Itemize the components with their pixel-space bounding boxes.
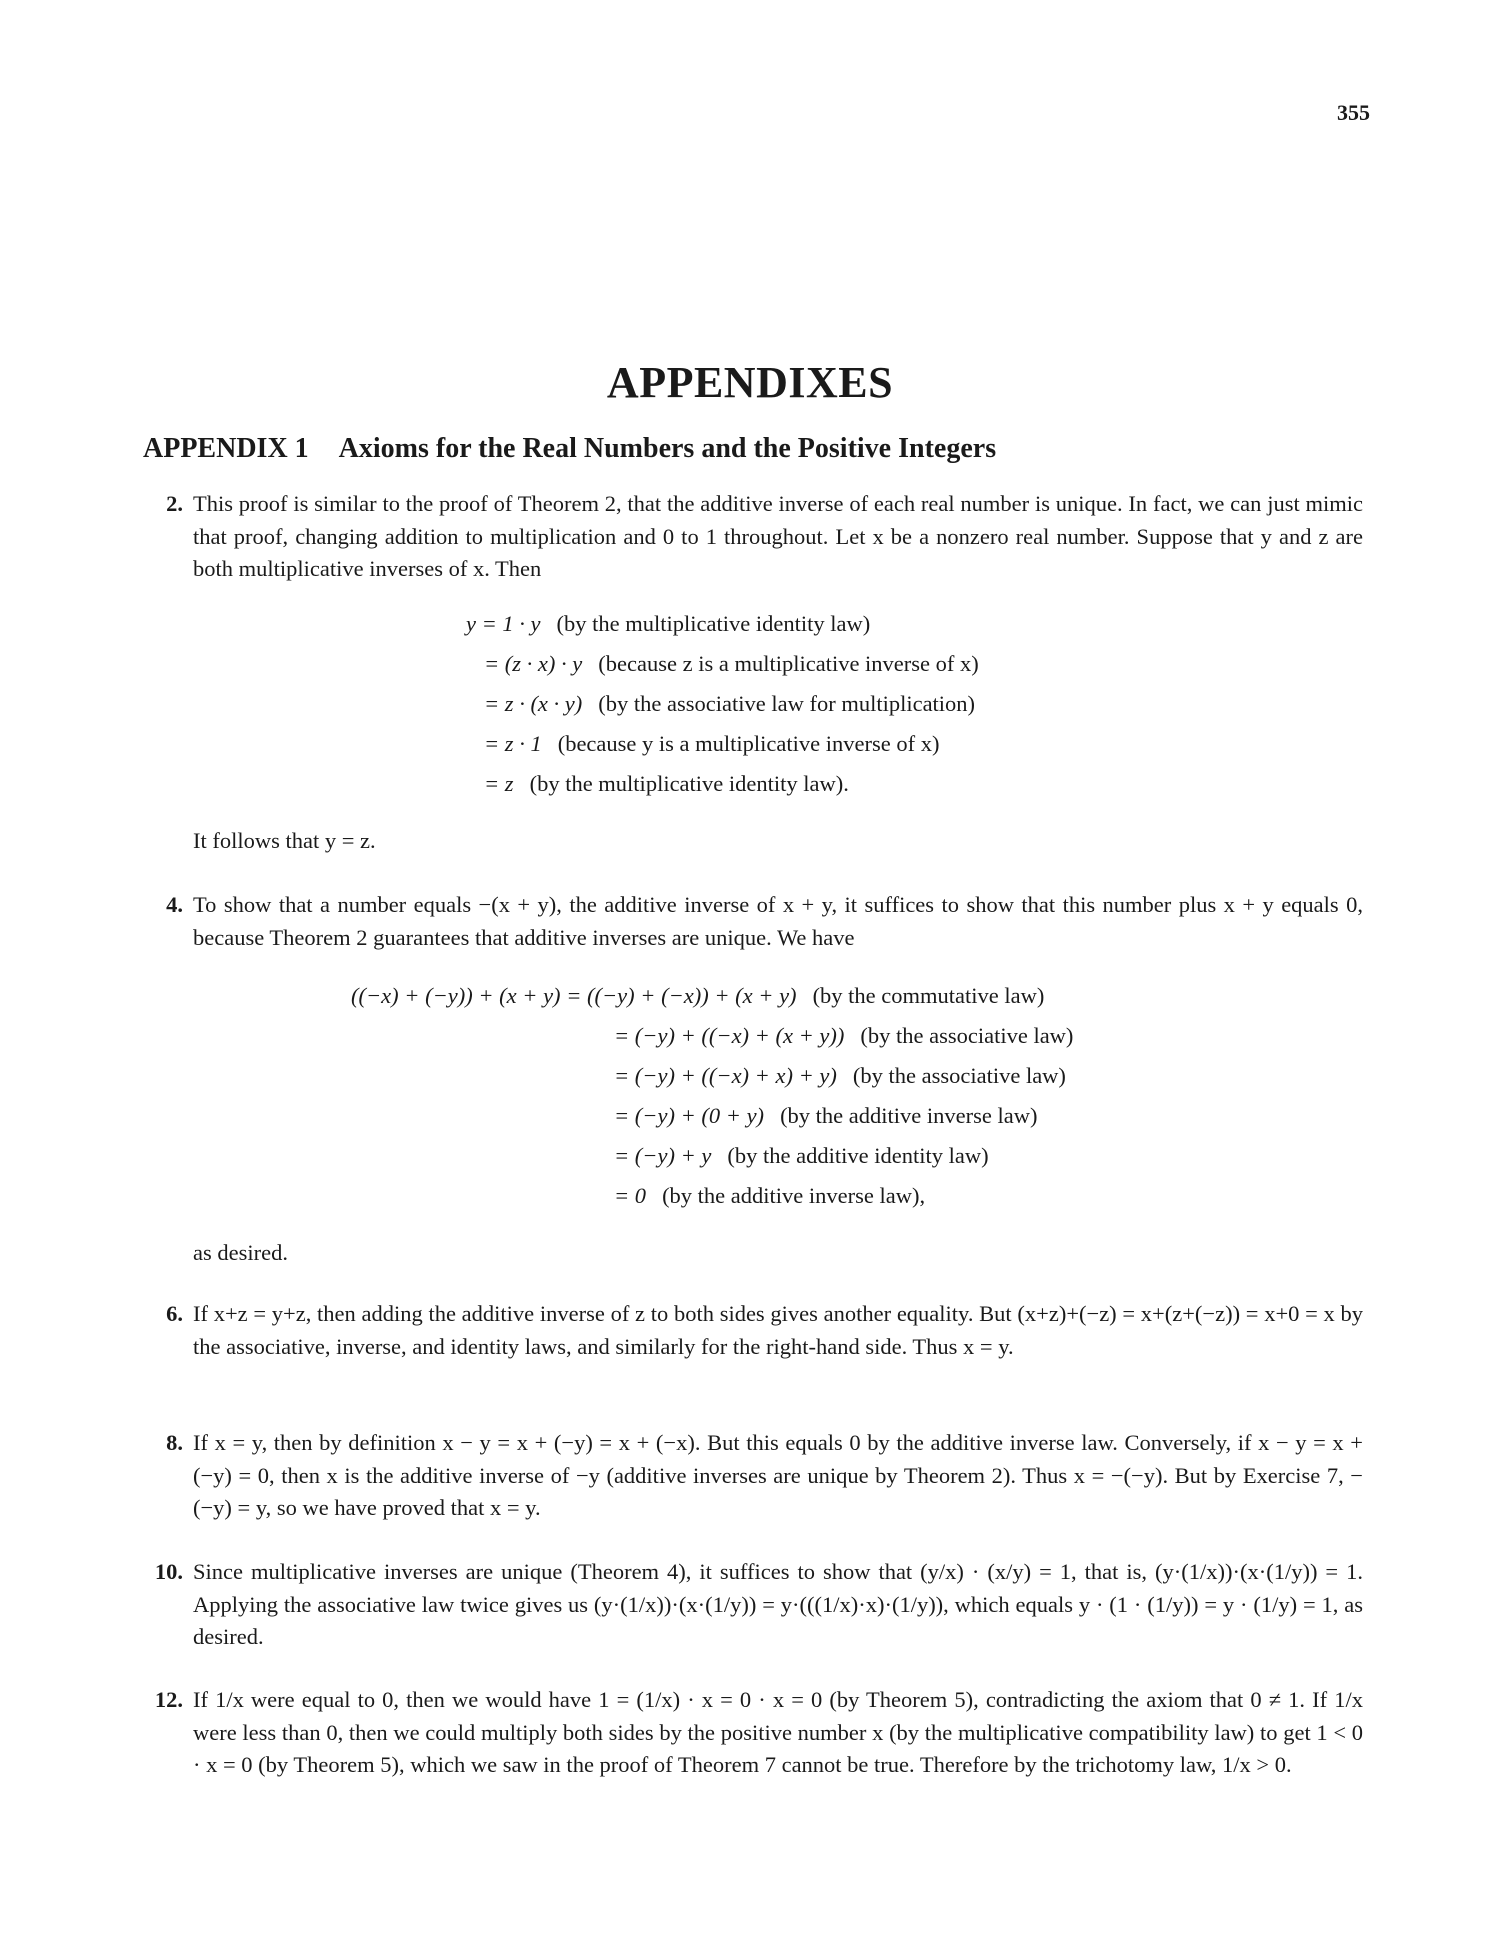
equation-justification: (because z is a multiplicative inverse of x) — [598, 651, 979, 676]
equation-line — [484, 648, 979, 680]
exercise-text: If x+z = y+z, then adding the additive inverse of z to both sides gives another equality. But (x+z)+(−z) = x+(z+(−z)) = x+0 = x by the associative, inverse, and identity laws, and similarly for the right-hand side. Thus x = y. — [193, 1301, 1363, 1359]
equation-expression: = ((−y) + (−x)) + (x + y) — [566, 983, 797, 1008]
equation-expression: = z · (x · y) — [484, 691, 583, 716]
appendix-label: APPENDIX 1 — [143, 433, 309, 464]
exercise-number: 4. — [166, 892, 183, 917]
equation-expression: = (−y) + y — [614, 1143, 712, 1168]
exercise-2 — [143, 488, 1363, 586]
exercise-4-conclusion: as desired. — [193, 1240, 288, 1265]
equation-line — [466, 608, 870, 640]
equation-line — [484, 768, 849, 800]
appendix-heading — [143, 433, 996, 465]
equation-justification: (by the multiplicative identity law) — [556, 611, 871, 636]
equation-line — [484, 728, 939, 760]
equation-expression: = z · 1 — [484, 731, 542, 756]
equation-expression: = (−y) + ((−x) + x) + y) — [614, 1063, 837, 1088]
exercise-text: If 1/x were equal to 0, then we would have 1 = (1/x) · x = 0 · x = 0 (by Theorem 5), contradicting the axiom that 0 ≠ 1. If 1/x were less than 0, then we could multiply both sides by the positive number x (by the multiplicative compatibility law) to get 1 < 0 · x = 0 (by Theorem 5), which we saw in the proof of Theorem 7 cannot be true. Therefore by the trichotomy law, 1/x > 0. — [193, 1687, 1363, 1777]
equation-justification: (by the associative law for multiplication) — [598, 691, 976, 716]
equation-expression: = 0 — [614, 1183, 647, 1208]
exercise-text: This proof is similar to the proof of Theorem 2, that the additive inverse of each real number is unique. In fact, we can just mimic that proof, changing addition to multiplication and 0 to 1 throughout. Let x be a nonzero real number. Suppose that y and z are both multiplicative inverses of x. Then — [193, 491, 1363, 581]
exercise-text: If x = y, then by definition x − y = x + (−y) = x + (−x). But this equals 0 by the additive inverse law. Conversely, if x − y = x + (−y) = 0, then x is the additive inverse of −y (additive inverses are unique by Theorem 2). Thus x = −(−y). But by Exercise 7, −(−y) = y, so we have proved that x = y. — [193, 1430, 1363, 1520]
equation-expression: y = 1 · y — [466, 611, 541, 636]
equation-lhs: ((−x) + (−y)) + (x + y) — [351, 983, 561, 1008]
equation-justification: (by the associative law) — [860, 1023, 1074, 1048]
equation-expression: = z — [484, 771, 514, 796]
equation-justification: (by the associative law) — [852, 1063, 1066, 1088]
exercise-number: 2. — [166, 491, 183, 516]
equation-justification: (by the additive inverse law), — [662, 1183, 926, 1208]
equation-line — [484, 688, 975, 720]
exercise-6 — [143, 1298, 1363, 1363]
equation-line — [351, 980, 1044, 1012]
exercise-number: 12. — [154, 1687, 183, 1712]
equation-expression: = (−y) + (0 + y) — [614, 1103, 765, 1128]
equation-justification: (because y is a multiplicative inverse of x) — [557, 731, 940, 756]
equation-line — [614, 1100, 1037, 1132]
exercise-8 — [143, 1427, 1363, 1525]
exercise-2-conclusion: It follows that y = z. — [193, 828, 376, 853]
equation-expression: = (−y) + ((−x) + (x + y)) — [614, 1023, 845, 1048]
exercise-number: 10. — [154, 1559, 183, 1584]
equation-line — [614, 1020, 1073, 1052]
equation-justification: (by the additive identity law) — [727, 1143, 989, 1168]
equation-expression: = (z · x) · y — [484, 651, 583, 676]
exercise-number: 8. — [166, 1430, 183, 1455]
exercise-number: 6. — [166, 1301, 183, 1326]
equation-justification: (by the additive inverse law) — [780, 1103, 1038, 1128]
equation-line — [614, 1180, 925, 1212]
appendix-title: Axioms for the Real Numbers and the Positive Integers — [338, 433, 997, 464]
equation-justification: (by the multiplicative identity law). — [529, 771, 849, 796]
exercise-12 — [143, 1684, 1363, 1782]
equation-line — [614, 1060, 1066, 1092]
page-number: 355 — [1337, 100, 1370, 125]
equation-justification: (by the commutative law) — [812, 983, 1045, 1008]
exercise-text: To show that a number equals −(x + y), the additive inverse of x + y, it suffices to show that this number plus x + y equals 0, because Theorem 2 guarantees that additive inverses are unique. We have — [193, 892, 1363, 950]
exercise-text: Since multiplicative inverses are unique (Theorem 4), it suffices to show that (y/x) · (x/y) = 1, that is, (y·(1/x))·(x·(1/y)) = 1. Applying the associative law twice gives us (y·(1/x))·(x·(1/y)) = y·(((1/x)·x)·(1/y)), which equals y · (1 · (1/y)) = y · (1/y) = 1, as desired. — [193, 1559, 1363, 1649]
equation-line — [614, 1140, 989, 1172]
exercise-4 — [143, 889, 1363, 954]
page-title: APPENDIXES — [606, 358, 894, 407]
exercise-10 — [143, 1556, 1363, 1654]
